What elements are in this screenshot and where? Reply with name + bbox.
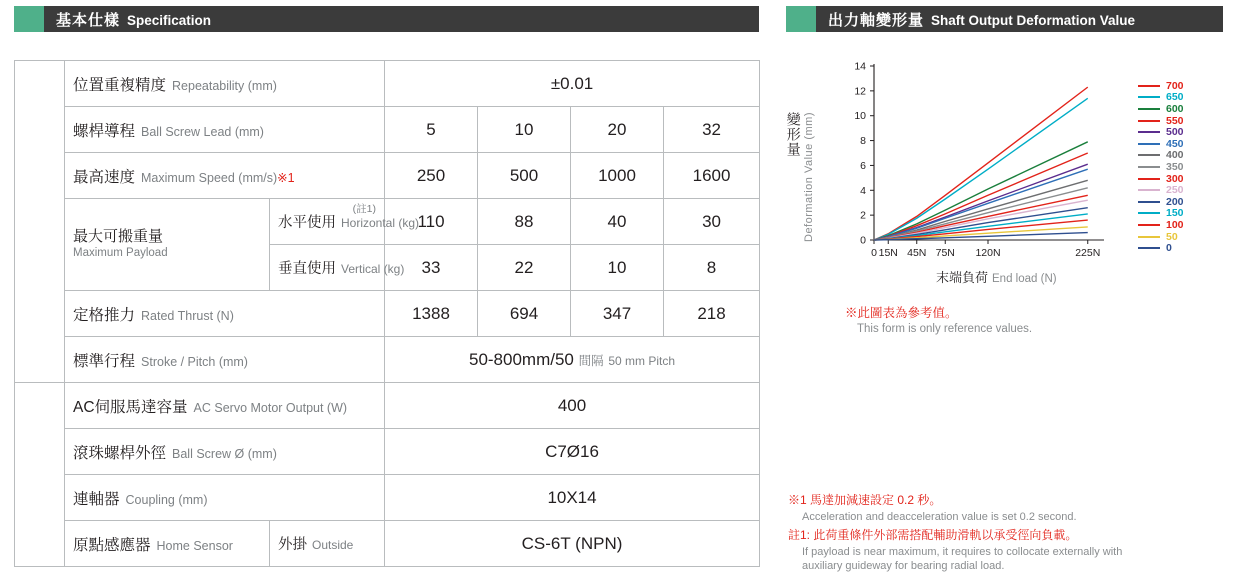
header-titles: [44, 9, 211, 30]
legend-swatch: [1138, 166, 1160, 168]
group-label-spec: [15, 61, 65, 383]
row-label-ball-screw-lead: [65, 107, 385, 153]
row-label-en: Ball Screw Lead (mm): [141, 124, 264, 139]
legend-label: 250: [1166, 184, 1184, 197]
row-label-repeatability: [65, 61, 385, 107]
specification-table-wrap: [14, 60, 759, 567]
legend-swatch: [1138, 85, 1160, 87]
legend-swatch: [1138, 247, 1160, 249]
cell-payload-h-1: 110: [385, 199, 478, 245]
footnote-2-en2: auxiliary guideway for bearing radial load.: [802, 560, 1005, 573]
legend-swatch: [1138, 212, 1160, 214]
svg-text:15N: 15N: [878, 247, 898, 259]
specification-table: [14, 60, 760, 567]
row-label-rated-thrust: [65, 291, 385, 337]
row-value-ball-screw-diameter: C7Ø16: [385, 429, 760, 475]
svg-text:4: 4: [860, 184, 866, 197]
cell-thrust-3: 347: [571, 291, 664, 337]
cell-payload-v-3: 10: [571, 245, 664, 291]
svg-text:225N: 225N: [1075, 247, 1101, 259]
row-value-ac-servo-motor-output: 400: [385, 383, 760, 429]
legend-swatch: [1138, 236, 1160, 238]
row-label-maximum-payload: [65, 199, 270, 291]
legend-swatch: [1138, 189, 1160, 191]
reference-note-en: This form is only reference values.: [857, 323, 1033, 335]
row-label-ac-servo-motor-output: [65, 383, 385, 429]
table-row: [15, 475, 760, 521]
legend-label: 200: [1166, 195, 1184, 208]
legend-item: [1138, 138, 1226, 150]
row-label-stroke-pitch: [65, 337, 385, 383]
group-label-parts-cn: 部品: [25, 439, 53, 495]
legend-label: 350: [1166, 160, 1184, 173]
legend-swatch: [1138, 131, 1160, 133]
legend-item: [1138, 115, 1226, 127]
legend-label: 100: [1166, 218, 1184, 231]
row-label-note: ※1: [277, 170, 295, 185]
row-label-ball-screw-diameter: [65, 429, 385, 475]
row-label-en: Repeatability (mm): [172, 78, 277, 93]
reference-note-cn: ※此圖表為參考值。: [845, 306, 958, 320]
legend-item: [1138, 184, 1226, 196]
legend-label: 600: [1166, 102, 1184, 115]
row-label-cn: 標準行程: [73, 352, 136, 370]
stroke-value: 50-800mm/50: [468, 349, 574, 369]
row-label-maximum-speed: [65, 153, 385, 199]
header-accent-swatch: [786, 6, 816, 32]
legend-item: [1138, 103, 1226, 115]
row-sublabel-cn: 外掛: [278, 537, 307, 553]
cell-lead-3: 20: [571, 107, 664, 153]
header-accent-swatch: [14, 6, 44, 32]
header-title-cn: 基本仕樣: [56, 11, 121, 29]
row-label-cn: 最大可搬重量: [73, 228, 164, 246]
row-sublabel-en: Vertical (kg): [341, 262, 405, 276]
cell-lead-4: 32: [664, 107, 760, 153]
footnote-2-cn: 註1: 此荷重條件外部需搭配輔助滑軌以承受徑向負載。: [788, 527, 1078, 542]
row-sublabel-outside: [270, 521, 385, 567]
chart-y-axis-title-en: Deformation Value (mm): [802, 112, 815, 242]
row-label-en: Ball Screw Ø (mm): [172, 446, 277, 461]
row-label-home-sensor: [65, 521, 270, 567]
row-label-en: Rated Thrust (N): [141, 308, 234, 323]
row-sublabel-cn: 垂直使用: [278, 261, 336, 277]
chart-x-axis-title: [936, 267, 1057, 286]
svg-text:75N: 75N: [935, 247, 955, 259]
chart-x-axis-title-cn: 末端負荷: [936, 270, 989, 285]
svg-text:14: 14: [854, 60, 866, 73]
row-label-cn: 定格推力: [73, 306, 136, 324]
legend-label: 0: [1166, 242, 1172, 255]
chart-legend: [1138, 80, 1226, 254]
footnotes: [788, 490, 1228, 573]
row-label-cn: AC伺服馬達容量: [73, 398, 188, 416]
legend-swatch: [1138, 224, 1160, 226]
header-titles: [816, 9, 1135, 30]
legend-item: [1138, 126, 1226, 138]
footnote-1-en: Acceleration and deacceleration value is set 0.2 second.: [802, 511, 1077, 524]
legend-label: 500: [1166, 126, 1184, 139]
reference-note: [845, 303, 1032, 335]
svg-text:10: 10: [854, 110, 866, 123]
legend-swatch: [1138, 96, 1160, 98]
row-label-cn: 位置重複精度: [73, 76, 167, 94]
cell-speed-1: 250: [385, 153, 478, 199]
legend-label: 50: [1166, 230, 1178, 243]
cell-payload-h-3: 40: [571, 199, 664, 245]
row-label-cn: 滾珠螺桿外徑: [73, 444, 167, 462]
deformation-chart: [786, 52, 1226, 292]
footnote-2: [788, 525, 1228, 573]
row-label-cn: 連軸器: [73, 490, 120, 508]
row-value-repeatability: ±0.01: [385, 61, 760, 107]
row-value-stroke-pitch: [385, 337, 760, 383]
cell-speed-4: 1600: [664, 153, 760, 199]
svg-text:0: 0: [860, 234, 866, 247]
footnote-1-cn: ※1 馬達加減速設定 0.2 秒。: [788, 493, 942, 507]
legend-item: [1138, 173, 1226, 185]
table-row: [15, 61, 760, 107]
table-row: [15, 153, 760, 199]
row-value-home-sensor: CS-6T (NPN): [385, 521, 760, 567]
group-label-parts-en: Parts: [23, 495, 56, 510]
table-row: [15, 107, 760, 153]
header-title-en: Shaft Output Deformation Value: [931, 12, 1136, 28]
svg-text:120N: 120N: [975, 247, 1001, 259]
footnote-1: [788, 490, 1228, 525]
legend-label: 450: [1166, 137, 1184, 150]
cell-lead-2: 10: [478, 107, 571, 153]
legend-item: [1138, 231, 1226, 243]
table-row: [15, 521, 760, 567]
legend-swatch: [1138, 143, 1160, 145]
specification-header: [14, 6, 759, 32]
row-sublabel-en: Horizontal (kg): [341, 216, 420, 230]
legend-item: [1138, 92, 1226, 104]
legend-swatch: [1138, 178, 1160, 180]
chart-y-ticks: [854, 61, 874, 247]
row-label-en: Stroke / Pitch (mm): [141, 354, 248, 369]
row-sublabel-horizontal: [270, 199, 420, 245]
cell-thrust-1: 1388: [385, 291, 478, 337]
row-value-coupling: 10X14: [385, 475, 760, 521]
svg-text:2: 2: [860, 209, 866, 222]
svg-text:45N: 45N: [907, 247, 927, 259]
row-label-cn: 螺桿導程: [73, 122, 136, 140]
cell-payload-v-1: 33: [385, 245, 478, 291]
row-label-en: Coupling (mm): [125, 492, 208, 507]
footnote-2-en: If payload is near maximum, it requires to collocate externally with: [802, 546, 1123, 559]
table-row: [15, 291, 760, 337]
cell-payload-h-4: 30: [664, 199, 760, 245]
legend-label: 700: [1166, 79, 1184, 92]
row-label-cn: 原點感應器: [73, 536, 151, 554]
legend-item: [1138, 80, 1226, 92]
legend-label: 150: [1166, 207, 1184, 220]
row-label-en: Home Sensor: [156, 538, 233, 553]
chart-x-ticks: [871, 240, 1100, 259]
chart-y-axis-title-cn: 變形量: [785, 112, 802, 157]
legend-item: [1138, 161, 1226, 173]
row-sublabel-tag: (註1): [352, 203, 376, 215]
group-label-spec-en: Spec: [23, 242, 56, 257]
row-label-en: Maximum Payload: [73, 247, 168, 260]
legend-label: 650: [1166, 91, 1184, 104]
table-row: [15, 429, 760, 475]
row-label-cn: 最高速度: [73, 168, 136, 186]
table-row: [15, 383, 760, 429]
legend-item: [1138, 219, 1226, 231]
legend-swatch: [1138, 201, 1160, 203]
cell-payload-h-2: 88: [478, 199, 571, 245]
svg-text:6: 6: [860, 159, 866, 172]
cell-thrust-2: 694: [478, 291, 571, 337]
legend-label: 400: [1166, 149, 1184, 162]
chart-plot-svg: [826, 52, 1126, 267]
header-title-en: Specification: [127, 12, 212, 28]
legend-swatch: [1138, 108, 1160, 110]
chart-x-axis-title-en: End load (N): [992, 273, 1057, 285]
table-row: [15, 199, 760, 245]
cell-speed-2: 500: [478, 153, 571, 199]
chart-series-lines: [874, 87, 1088, 240]
legend-item: [1138, 208, 1226, 220]
cell-speed-3: 1000: [571, 153, 664, 199]
cell-lead-1: 5: [385, 107, 478, 153]
row-label-en: Maximum Speed (mm/s): [141, 170, 278, 185]
legend-item: [1138, 196, 1226, 208]
row-sublabel-cn: 水平使用: [278, 215, 336, 231]
svg-text:0: 0: [871, 247, 877, 259]
row-sublabel-en: Outside: [312, 538, 354, 552]
legend-item: [1138, 242, 1226, 254]
legend-label: 550: [1166, 114, 1184, 127]
row-label-coupling: [65, 475, 385, 521]
table-row: [15, 337, 760, 383]
header-title-cn: 出力軸變形量: [828, 11, 925, 29]
legend-swatch: [1138, 120, 1160, 122]
stroke-value-sub-cn: 間隔: [578, 353, 604, 368]
legend-swatch: [1138, 154, 1160, 156]
cell-payload-v-2: 22: [478, 245, 571, 291]
svg-text:12: 12: [854, 85, 866, 98]
group-label-spec-cn: 規格: [25, 186, 53, 242]
svg-text:8: 8: [860, 135, 866, 148]
legend-item: [1138, 150, 1226, 162]
cell-thrust-4: 218: [664, 291, 760, 337]
legend-label: 300: [1166, 172, 1184, 185]
stroke-value-sub-en: 50 mm Pitch: [608, 353, 676, 368]
cell-payload-v-4: 8: [664, 245, 760, 291]
deformation-header: [786, 6, 1223, 32]
row-label-en: AC Servo Motor Output (W): [193, 400, 348, 415]
row-sublabel-vertical: [270, 245, 405, 291]
group-label-parts: [15, 383, 65, 567]
